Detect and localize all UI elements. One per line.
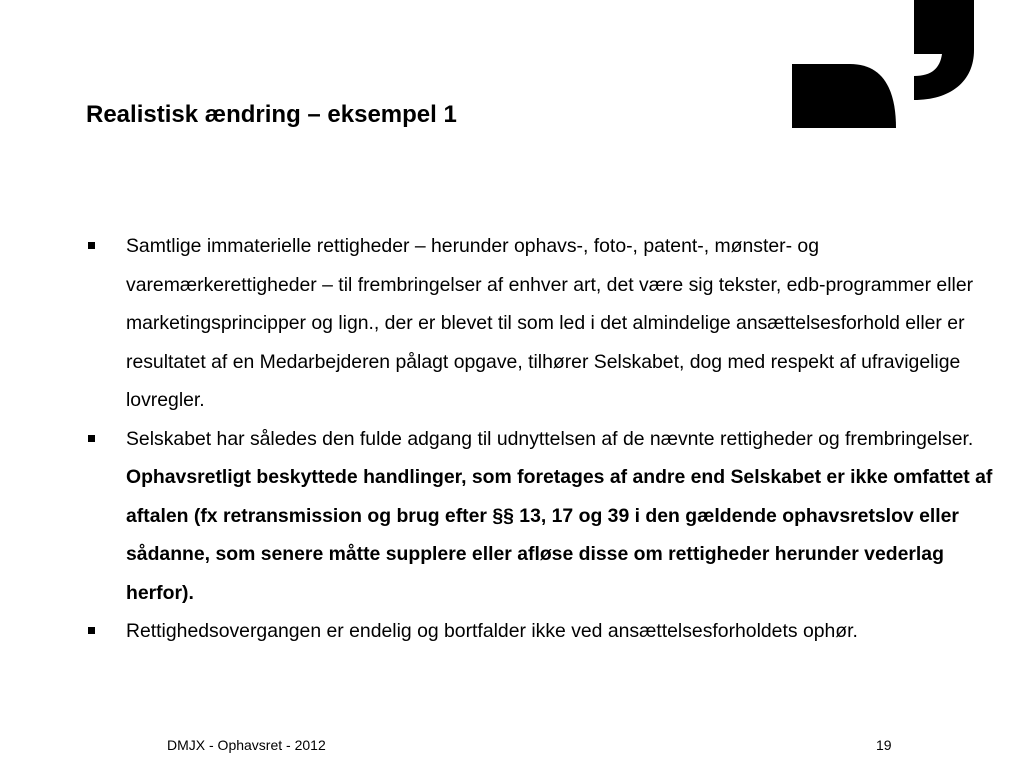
bullet-item xyxy=(86,420,1006,613)
page-number: 19 xyxy=(876,737,892,753)
bullet-list xyxy=(86,227,1006,651)
logo-d-shape xyxy=(792,64,896,128)
bullet-item xyxy=(86,227,1006,420)
square-bullet-icon xyxy=(88,627,95,634)
footer-text: DMJX - Ophavsret - 2012 xyxy=(167,737,326,753)
bullet-bold-text: Ophavsretligt beskyttede handlinger, som foretages af andre end Selskabet er ikke omfattet af aftalen (fx retransmission og brug efter §§ 13, 17 og 39 i den gældende ophavsretslov eller sådanne, som senere måtte supplere eller afløse disse om rettigheder herunder vederlag herfor). xyxy=(126,466,993,604)
bullet-item xyxy=(86,612,1006,651)
bullet-text: Selskabet har således den fulde adgang til udnyttelsen af de nævnte rettigheder og frembringelser. xyxy=(126,427,974,450)
square-bullet-icon xyxy=(88,242,95,249)
slide-title: Realistisk ændring – eksempel 1 xyxy=(86,101,457,128)
bullet-text: Rettighedsovergangen er endelig og bortfalder ikke ved ansættelsesforholdets ophør. xyxy=(126,620,858,642)
logo-apostrophe-shape xyxy=(914,0,974,100)
logo xyxy=(792,0,974,128)
bullet-text: Samtlige immaterielle rettigheder – herunder ophavs-, foto-, patent-, mønster- og varemærkerettigheder – til frembringelser af enhver art, det være sig tekster, edb-programmer eller marketingsprincipper og lign., der er blevet til som led i det almindelige ansættelsesforhold eller er resultatet af en Medarbejderen pålagt opgave, tilhører Selskabet, dog med respekt af ufravigelige lovregler. xyxy=(126,235,974,411)
square-bullet-icon xyxy=(88,435,95,442)
